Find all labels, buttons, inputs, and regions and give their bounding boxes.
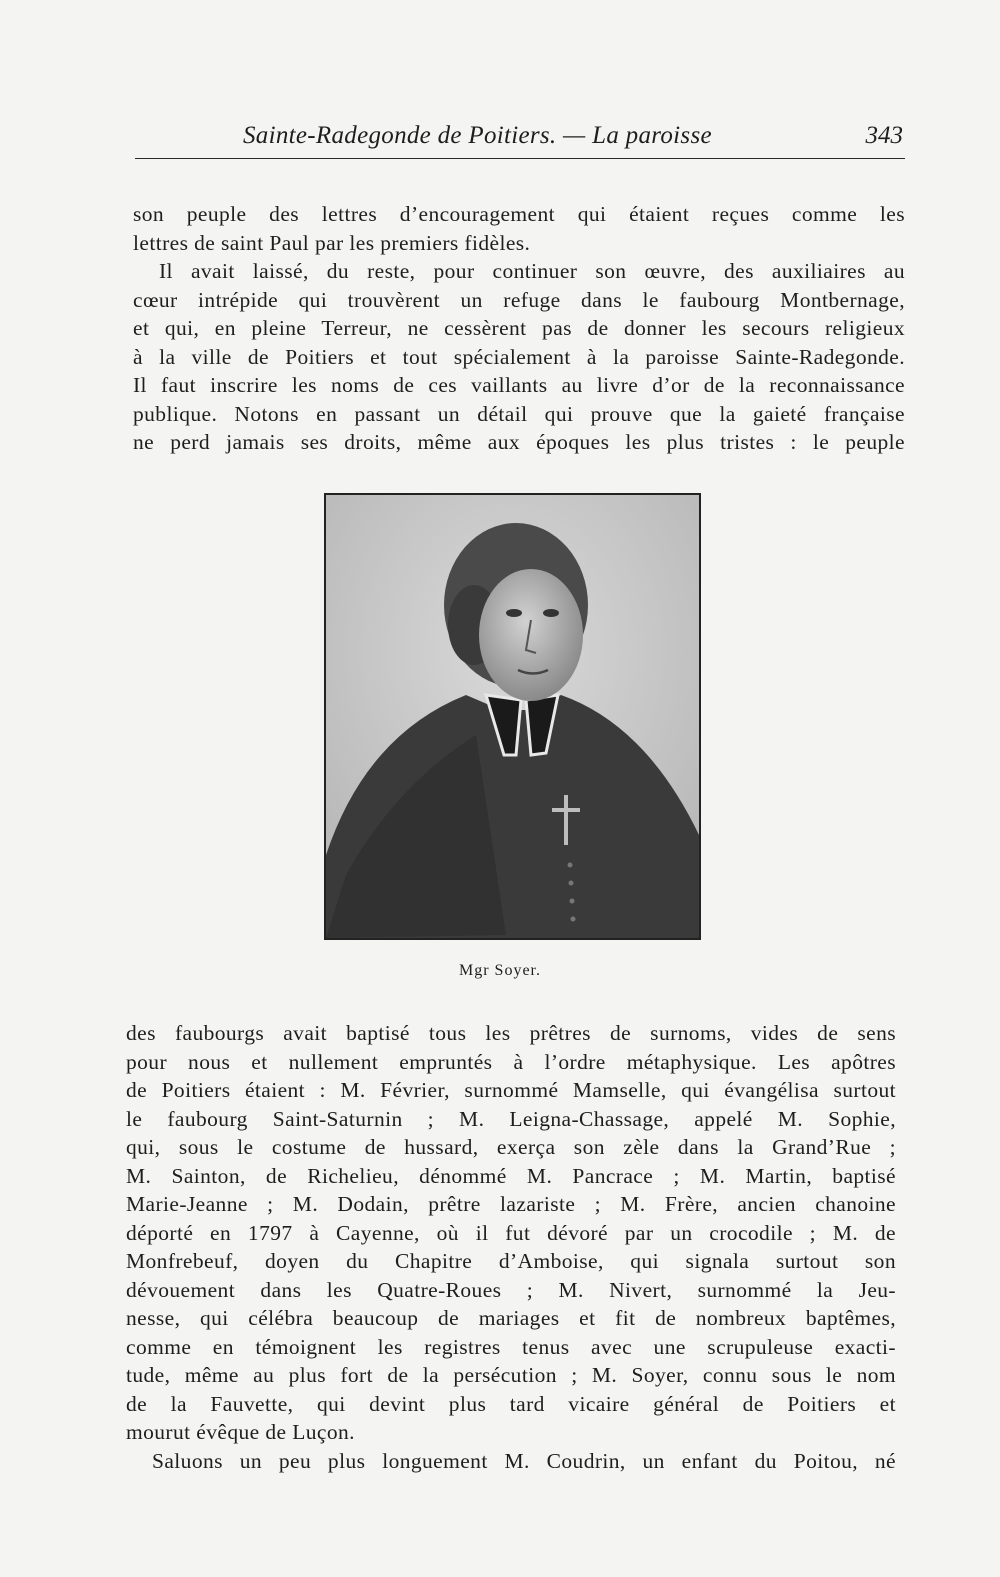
text-line: Monfrebeuf, doyen du Chapitre d’Amboise, qui signala surtout son (126, 1249, 896, 1273)
portrait-figure (324, 493, 701, 940)
text-line: et qui, en pleine Terreur, ne cessèrent pas de donner les secours religieux (133, 316, 905, 340)
paragraph-top (133, 200, 905, 457)
running-header (135, 118, 905, 159)
text-line: déporté en 1797 à Cayenne, où il fut dévoré par un crocodile ; M. de (126, 1220, 896, 1245)
figure-caption: Mgr Soyer. (459, 962, 541, 979)
text-line: dévouement dans les Quatre-Roues ; M. Nivert, surnommé la Jeu- (126, 1277, 896, 1302)
text-line: ne perd jamais ses droits, même aux époques les plus tristes : le peuple (133, 430, 905, 454)
text-line: de Poitiers étaient : M. Février, surnommé Mamselle, qui évangélisa surtout (126, 1078, 896, 1102)
text-line: Marie-Jeanne ; M. Dodain, prêtre lazariste ; M. Frère, ancien chanoine (126, 1192, 896, 1216)
text-line: tude, même au plus fort de la persécution ; M. Soyer, connu sous le nom (126, 1363, 896, 1387)
text-line: publique. Notons en passant un détail qui prouve que la gaieté française (133, 401, 905, 426)
text-line: Il faut inscrire les noms de ces vaillants au livre d’or de la reconnaissance (133, 373, 905, 397)
text-line: M. Sainton, de Richelieu, dénommé M. Pancrace ; M. Martin, baptisé (126, 1163, 896, 1188)
text-line: mourut évêque de Luçon. (126, 1420, 355, 1444)
text-line: lettres de saint Paul par les premiers fidèles. (133, 230, 531, 255)
page-number: 343 (865, 122, 903, 149)
text-line: pour nous et nullement empruntés à l’ordre métaphysique. Les apôtres (126, 1049, 896, 1074)
text-line: cœur intrépide qui trouvèrent un refuge dans le faubourg Montbernage, (133, 287, 905, 312)
text-line: des faubourgs avait baptisé tous les prêtres de surnoms, vides de sens (126, 1021, 896, 1045)
running-title: Sainte-Radegonde de Poitiers. — La paroisse (243, 122, 712, 149)
text-line: nesse, qui célébra beaucoup de mariages et fit de nombreux baptêmes, (126, 1306, 896, 1330)
portrait-illustration (326, 495, 699, 938)
text-line: le faubourg Saint-Saturnin ; M. Leigna-Chassage, appelé M. Sophie, (126, 1106, 896, 1131)
text-line: Il avait laissé, du reste, pour continuer son œuvre, des auxiliaires au (159, 259, 905, 283)
text-line: comme en témoignent les registres tenus avec une scrupuleuse exacti- (126, 1334, 896, 1359)
text-line: de la Fauvette, qui devint plus tard vicaire général de Poitiers et (126, 1391, 896, 1416)
text-line: qui, sous le costume de hussard, exerça son zèle dans la Grand’Rue ; (126, 1135, 896, 1159)
text-line: son peuple des lettres d’encouragement qui étaient reçues comme les (133, 202, 905, 226)
paragraph-bottom (126, 1019, 896, 1475)
text-line: Saluons un peu plus longuement M. Coudrin, un enfant du Poitou, né (152, 1448, 896, 1473)
text-line: à la ville de Poitiers et tout spécialement à la paroisse Sainte-Radegonde. (133, 344, 905, 369)
